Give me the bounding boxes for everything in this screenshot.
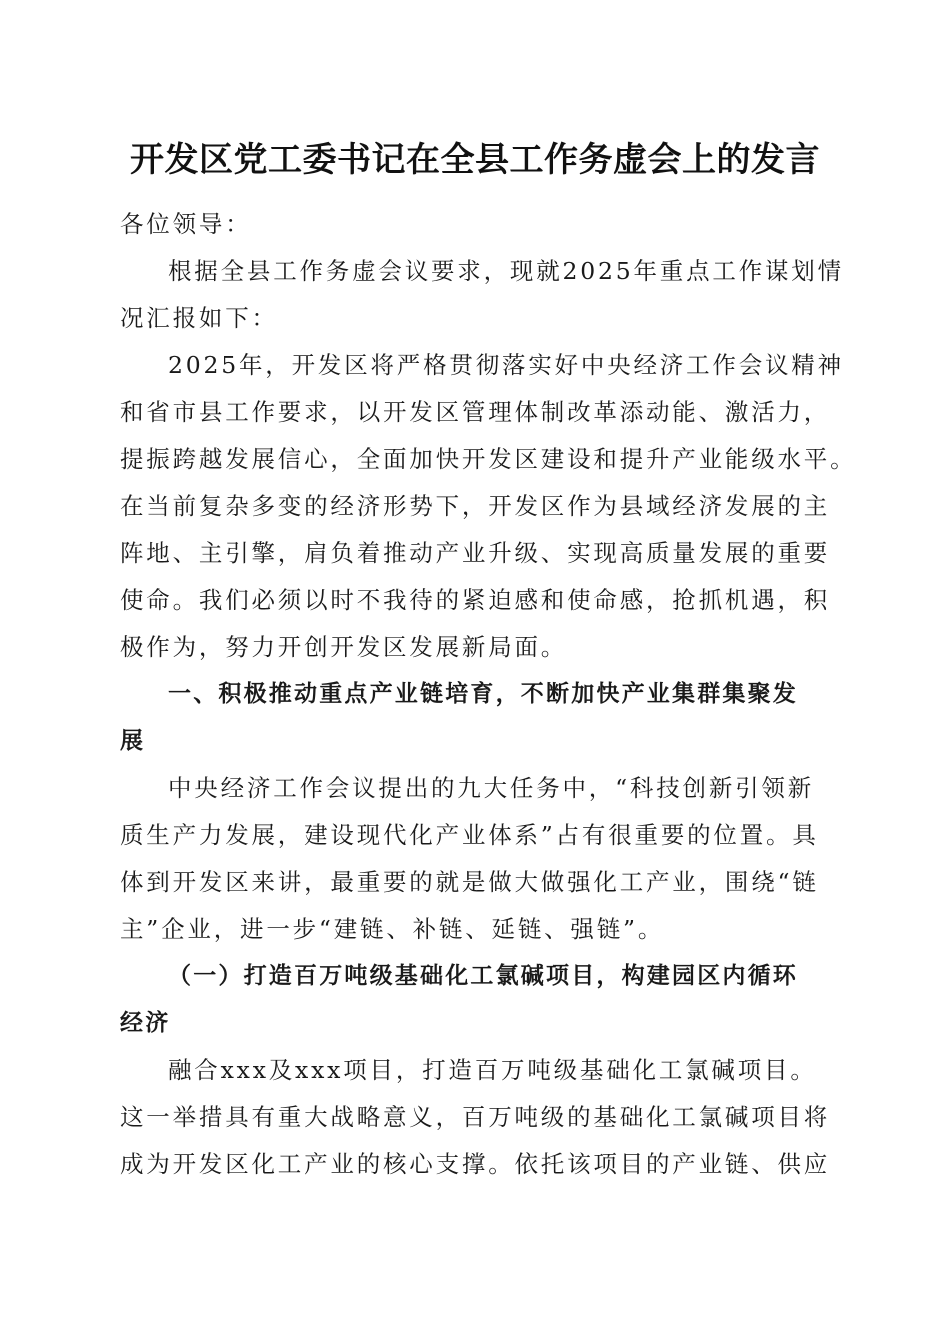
section-heading-1: 展	[120, 728, 146, 754]
section-1-paragraph-line: 主”企业，进一步“建链、补链、延链、强链”。	[120, 915, 665, 943]
overview-paragraph-line: 提振跨越发展信心，全面加快开发区建设和提升产业能级水平。	[120, 445, 857, 473]
subsection-heading-1: 经济	[120, 1010, 171, 1036]
document-title: 开发区党工委书记在全县工作务虚会上的发言	[130, 140, 820, 180]
subsection-heading-1: （一）打造百万吨级基础化工氯碱项目，构建园区内循环	[168, 963, 798, 989]
intro-paragraph-line: 根据全县工作务虚会议要求，现就2025年重点工作谋划情	[168, 257, 844, 285]
overview-paragraph-line: 阵地、主引擎，肩负着推动产业升级、实现高质量发展的重要	[120, 539, 831, 567]
section-1-paragraph-line: 质生产力发展，建设现代化产业体系”占有很重要的位置。具	[120, 821, 819, 849]
overview-paragraph-line: 在当前复杂多变的经济形势下，开发区作为县域经济发展的主	[120, 492, 831, 520]
salutation: 各位领导：	[120, 210, 252, 238]
document-body	[120, 201, 857, 1188]
section-heading-1: 一、积极推动重点产业链培育，不断加快产业集群集聚发	[168, 681, 798, 707]
subsection-1-paragraph-line: 这一举措具有重大战略意义，百万吨级的基础化工氯碱项目将	[120, 1103, 831, 1131]
overview-paragraph-line: 和省市县工作要求，以开发区管理体制改革添动能、激活力，	[120, 398, 831, 426]
overview-paragraph-line: 使命。我们必须以时不我待的紧迫感和使命感，抢抓机遇，积	[120, 586, 831, 614]
overview-paragraph-line: 2025年，开发区将严格贯彻落实好中央经济工作会议精神	[168, 351, 844, 379]
overview-paragraph-line: 极作为，努力开创开发区发展新局面。	[120, 633, 568, 661]
section-1-paragraph-line: 体到开发区来讲，最重要的就是做大做强化工产业，围绕“链	[120, 868, 819, 896]
intro-paragraph-line: 况汇报如下：	[120, 304, 278, 332]
subsection-1-paragraph-line: 成为开发区化工产业的核心支撑。依托该项目的产业链、供应	[120, 1150, 831, 1178]
subsection-1-paragraph-line: 融合xxx及xxx项目，打造百万吨级基础化工氯碱项目。	[168, 1056, 817, 1084]
section-1-paragraph-line: 中央经济工作会议提出的九大任务中，“科技创新引领新	[168, 774, 815, 802]
